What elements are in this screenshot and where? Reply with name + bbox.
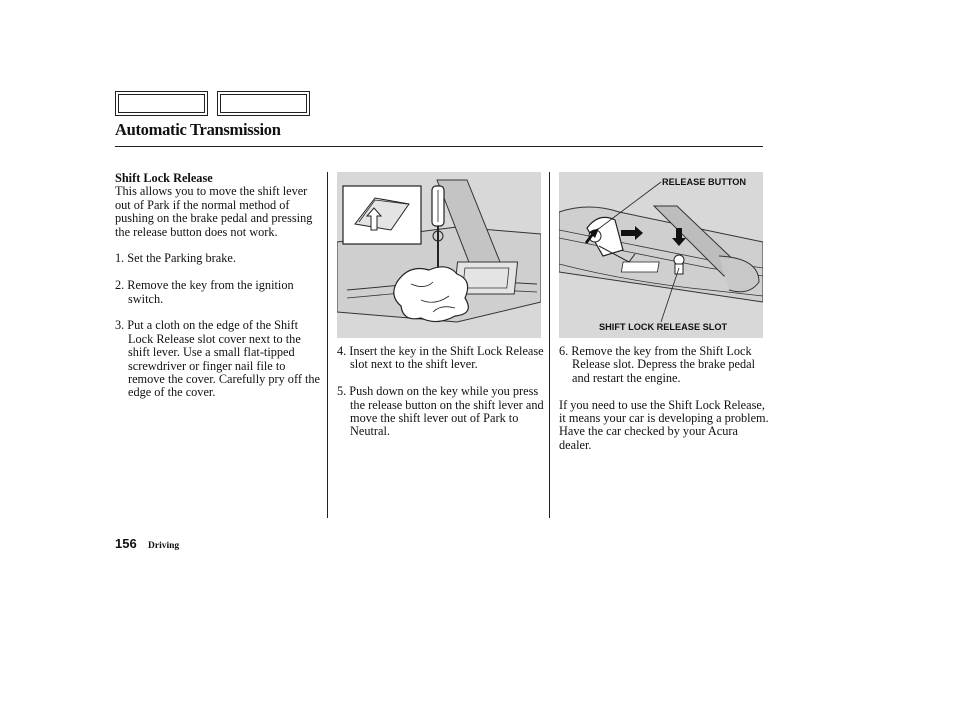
step-2: 2. Remove the key from the ignition switch. — [115, 278, 294, 306]
column-divider-2 — [549, 172, 550, 518]
nav-tab-box-2[interactable] — [217, 91, 310, 116]
title-rule — [115, 146, 763, 147]
warning-note: If you need to use the Shift Lock Release, it means your car is developing a problem. Have the car checked by your Acura dealer. — [559, 397, 769, 452]
figure-pry-cover — [337, 172, 541, 338]
nav-tab-box-1[interactable] — [115, 91, 208, 116]
figure-release-slot — [559, 172, 763, 338]
release-button-label: RELEASE BUTTON — [662, 177, 747, 187]
section-subtitle: Shift Lock Release — [115, 171, 213, 185]
column-3 — [559, 345, 769, 452]
step-5: 5. Push down on the key while you press the release button on the shift lever and move the shift lever out of Park to Neutral. — [337, 384, 544, 439]
shift-lock-release-slot-label: SHIFT LOCK RELEASE SLOT — [599, 322, 728, 332]
step-3: 3. Put a cloth on the edge of the Shift Lock Release slot cover next to the shift lever. Use a small flat-tipped screwdriver or finger nail file to remove the cover. Carefully pry off the edge of the cover. — [115, 318, 321, 400]
step-6: 6. Remove the key from the Shift Lock Release slot. Depress the brake pedal and restart the engine. — [559, 344, 756, 385]
intro-paragraph: This allows you to move the shift lever out of Park if the normal method of pushing on the brake pedal and pressing the release button does not work. — [115, 184, 313, 239]
column-1 — [115, 172, 325, 400]
column-divider-1 — [327, 172, 328, 518]
page-number: 156 — [115, 536, 137, 551]
step-4: 4. Insert the key in the Shift Lock Release slot next to the shift lever. — [337, 344, 544, 372]
section-name: Driving — [148, 541, 180, 551]
step-1: 1. Set the Parking brake. — [115, 251, 236, 266]
page-title: Automatic Transmission — [115, 120, 281, 139]
column-2 — [337, 345, 545, 439]
